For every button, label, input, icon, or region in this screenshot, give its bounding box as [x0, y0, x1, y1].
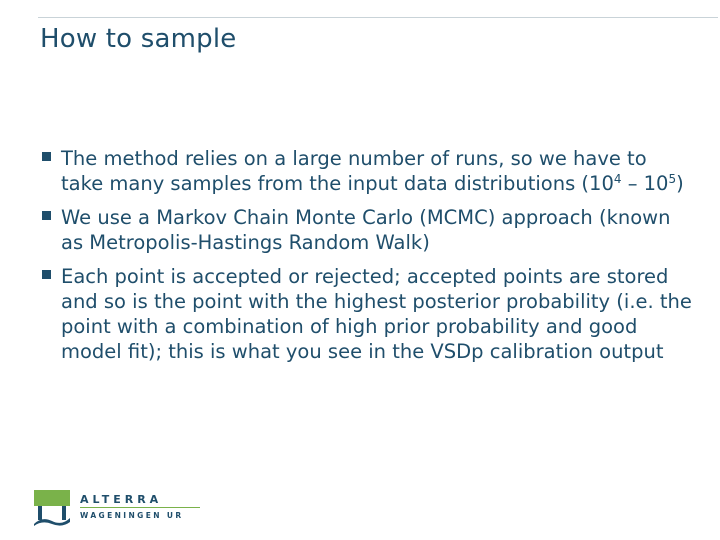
logo-bottom-text: WAGENINGEN UR — [80, 511, 184, 520]
bullet-text: We use a Markov Chain Monte Carlo (MCMC) approach (known as Metropolis-Hastings Random Walk) — [61, 206, 671, 254]
logo-divider — [80, 507, 200, 508]
bullet-square-icon — [42, 211, 51, 220]
alterra-logo — [32, 490, 212, 526]
bullet-item — [42, 205, 692, 255]
bullet-list — [42, 146, 692, 373]
exponent: 5 — [668, 172, 677, 186]
bullet-square-icon — [42, 270, 51, 279]
bullet-text: The method relies on a large number of runs, so we have to take many samples from the input data distributions $(10^4 - 10^5)$ — [61, 147, 684, 195]
bullet-square-icon — [42, 152, 51, 161]
alterra-logo-icon — [32, 490, 72, 526]
logo-top-text: ALTERRA — [80, 493, 163, 506]
exponent: 4 — [613, 172, 622, 186]
top-divider — [38, 17, 718, 18]
bullet-item — [42, 146, 692, 196]
bullet-item — [42, 264, 692, 364]
slide-title: How to sample — [40, 24, 237, 54]
bullet-text: Each point is accepted or rejected; accepted points are stored and so is the point with the highest posterior probability (i.e. the point with a combination of high prior probability and good model fit); this is what you see in the VSDp calibration output — [61, 265, 692, 363]
